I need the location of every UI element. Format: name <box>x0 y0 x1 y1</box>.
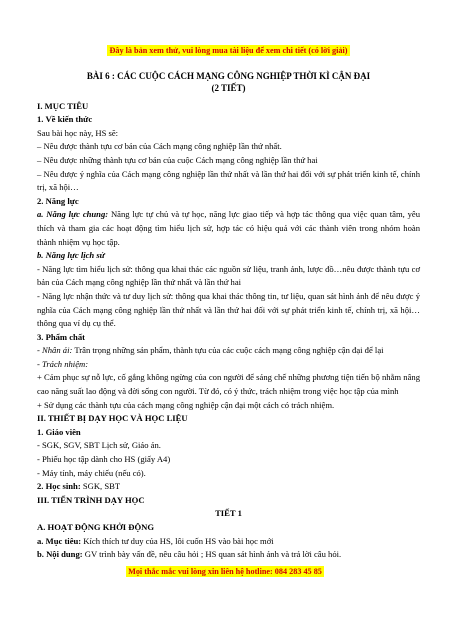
paragraph <box>37 535 420 549</box>
inline-text: GV trình bày vấn đề, nêu câu hỏi ; HS quan sát hình ảnh và trả lời câu hỏi. <box>82 549 342 560</box>
list-item: - Năng lực tìm hiểu lịch sử: thông qua khai thác các nguồn sử liệu, tranh ảnh, lược đồ…nêu được thành tựu cơ bản của Cách mạng công nghiệp lần thứ nhất và lần thứ hai <box>37 263 420 288</box>
subsection-heading: 3. Phẩm chất <box>37 331 85 342</box>
list-item: – Nêu được thành tựu cơ bản của Cách mạng công nghiệp lần thứ nhất. <box>37 141 282 152</box>
list-item: - Máy tính, máy chiếu (nếu có). <box>37 467 146 478</box>
hotline-footer: Mọi thắc mắc vui lòng xin liên hệ hotline: 084 283 45 85 <box>128 567 322 576</box>
list-item: - SGK, SGV, SBT Lịch sử, Giáo án. <box>37 440 161 451</box>
inline-text: SGK, SBT <box>80 481 121 492</box>
inline-label: a. Năng lực chung: <box>37 209 109 220</box>
subsection-heading: 1. Giáo viên <box>37 426 81 437</box>
lesson-subtitle: (2 TIẾT) <box>211 83 246 94</box>
subsection-heading: 2. Năng lực <box>37 195 79 206</box>
subsection-heading: b. Năng lực lịch sử <box>37 250 105 261</box>
paragraph <box>37 344 420 358</box>
list-item: + Sử dụng các thành tựu của cách mạng công nghiệp cận đại một cách có trách nhiệm. <box>37 399 335 410</box>
section-heading: I. MỤC TIÊU <box>37 100 89 111</box>
document-page <box>37 44 420 562</box>
paragraph <box>37 480 420 494</box>
inline-label: a. Mục tiêu: <box>37 535 82 546</box>
inline-text: Trân trọng những sản phẩm, thành tựu của các cuộc cách mạng công nghiệp cận đại để lại <box>72 345 384 356</box>
preview-banner: Đây là bản xem thử, vui lòng mua tài liệu để xem chi tiết (có lời giải) <box>109 46 348 55</box>
list-item: – Nêu được ý nghĩa của Cách mạng công nghiệp lần thứ nhất và lần thứ hai đối với sự phát triển kinh tế, chính trị, xã hội… <box>37 168 420 193</box>
paragraph <box>37 548 420 562</box>
list-item: + Cảm phục sự nỗ lực, cố gắng không ngừng của con người để sáng chế những phương tiện tiến bộ nhằm nâng cao năng suất lao động và đời sống con người. Từ đó, có ý thức, trách nhiệm trong việc học tập của mình <box>37 372 420 397</box>
list-item: - Năng lực nhận thức và tư duy lịch sử: thông qua khai thác thông tin, tư liệu, quan sát hình ảnh để nêu được ý nghĩa của Cách mạng công nghiệp lần thứ nhất và lần thứ hai đối với sự phát triển kinh tế, chính trị, xã hội…thông qua ví dụ cụ thể. <box>37 290 420 329</box>
inline-text: Năng lực tự chủ và tự học, năng lực giao tiếp và hợp tác thông qua việc quan tâm, yêu thích và tham gia các hoạt động tìm hiểu lịch sử, hợp tác có hiệu quả với các thành viên trong nhóm hoàn thành nhiệm vụ học tập. <box>37 209 420 247</box>
inline-label: b. Nội dung: <box>37 549 83 560</box>
paragraph: - Trách nhiệm: <box>37 358 89 369</box>
paragraph: Sau bài học này, HS sẽ: <box>37 127 119 138</box>
section-heading: III. TIẾN TRÌNH DẠY HỌC <box>37 494 145 505</box>
period-heading: TIẾT 1 <box>215 508 242 519</box>
lesson-title: BÀI 6 : CÁC CUỘC CÁCH MẠNG CÔNG NGHIỆP THỜI KÌ CẬN ĐẠI <box>86 70 371 81</box>
inline-text: Kích thích tư duy của HS, lôi cuốn HS vào bài học mới <box>81 535 274 546</box>
paragraph <box>37 208 420 249</box>
list-item: – Nêu được những thành tựu cơ bản của cuộc Cách mạng công nghiệp lần thứ hai <box>37 154 318 165</box>
activity-heading: A. HOẠT ĐỘNG KHỞI ĐỘNG <box>37 522 155 532</box>
inline-label: - Nhân ái: <box>37 345 73 356</box>
list-item: - Phiếu học tập dành cho HS (giấy A4) <box>37 454 171 465</box>
inline-label: 2. Học sinh: <box>37 481 81 492</box>
section-heading: II. THIẾT BỊ DẠY HỌC VÀ HỌC LIỆU <box>37 413 188 424</box>
subsection-heading: 1. Về kiến thức <box>37 114 93 125</box>
